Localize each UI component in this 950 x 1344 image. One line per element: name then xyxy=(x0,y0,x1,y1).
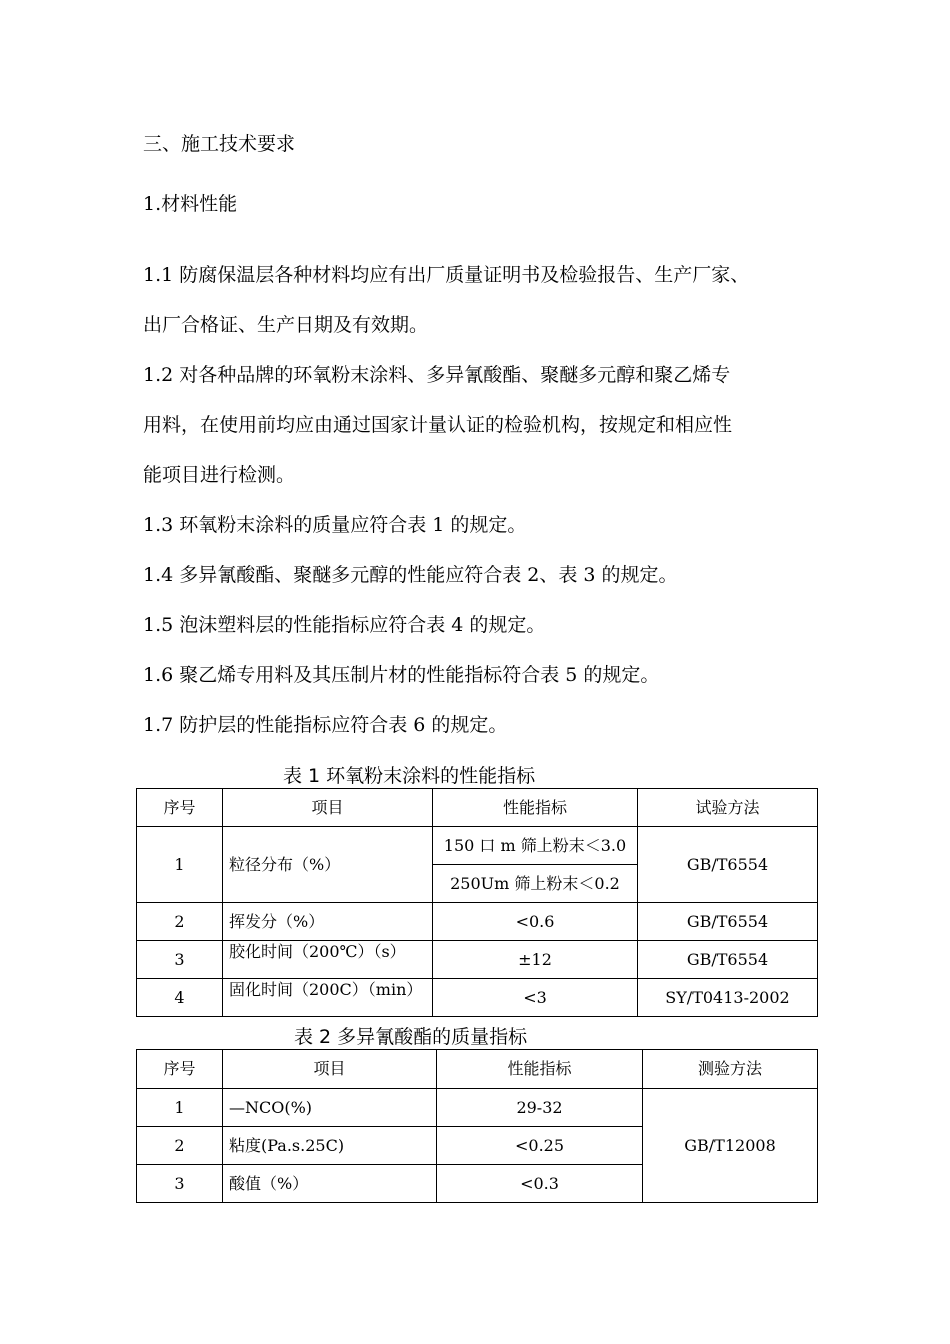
table1-row3-no: 3 xyxy=(137,941,223,979)
paragraph-1-3: 1.3 环氧粉末涂料的质量应符合表 1 的规定。 xyxy=(143,514,527,536)
table2-row1-item: —NCO(%) xyxy=(223,1089,437,1127)
table1-row1-spec-a: 150 口 m 筛上粉末＜3.0 xyxy=(433,827,638,865)
table2-header-method: 测验方法 xyxy=(643,1050,818,1089)
table1-row3-item: 胶化时间（200℃）（s） xyxy=(223,941,433,979)
paragraph-1-1-line2: 出厂合格证、生产日期及有效期。 xyxy=(143,314,429,336)
table1-row4-item: 固化时间（200C）（min） xyxy=(223,979,433,1017)
table1 xyxy=(136,788,818,1017)
table1-row1-spec-b: 250Um 筛上粉末＜0.2 xyxy=(433,865,638,903)
table2-row2-item: 粘度(Pa.s.25C) xyxy=(223,1127,437,1165)
table2-row3-no: 3 xyxy=(137,1165,223,1203)
table2-header-row xyxy=(137,1050,818,1089)
table1-row4-no: 4 xyxy=(137,979,223,1017)
table1-row1-item: 粒径分布（%） xyxy=(223,827,433,903)
subsection-title: 1.材料性能 xyxy=(143,193,238,215)
table-row xyxy=(137,827,818,865)
paragraph-1-1-line1: 1.1 防腐保温层各种材料均应有出厂质量证明书及检验报告、生产厂家、 xyxy=(143,264,750,286)
paragraph-1-6: 1.6 聚乙烯专用料及其压制片材的性能指标符合表 5 的规定。 xyxy=(143,664,660,686)
table-row xyxy=(137,941,818,979)
table1-row1-no: 1 xyxy=(137,827,223,903)
table2-row3-item: 酸值（%） xyxy=(223,1165,437,1203)
paragraph-1-2-line2: 用料，在使用前均应由通过国家计量认证的检验机构，按规定和相应性 xyxy=(143,414,733,436)
table1-header-row xyxy=(137,789,818,827)
table2 xyxy=(136,1049,818,1203)
table2-header-item: 项目 xyxy=(223,1050,437,1089)
table2-row1-spec: 29-32 xyxy=(437,1089,643,1127)
table-row xyxy=(137,903,818,941)
table1-caption: 表 1 环氧粉末涂料的性能指标 xyxy=(283,765,536,787)
paragraph-1-2-line3: 能项目进行检测。 xyxy=(143,464,296,486)
table1-row1-method: GB/T6554 xyxy=(638,827,818,903)
section-title: 三、施工技术要求 xyxy=(143,133,296,155)
table2-header-spec: 性能指标 xyxy=(437,1050,643,1089)
table2-row1-no: 1 xyxy=(137,1089,223,1127)
table2-caption: 表 2 多异氰酸酯的质量指标 xyxy=(294,1026,528,1048)
table2-row3-spec: <0.3 xyxy=(437,1165,643,1203)
table-row xyxy=(137,1089,818,1127)
table1-header-no: 序号 xyxy=(137,789,223,827)
table1-header-spec: 性能指标 xyxy=(433,789,638,827)
paragraph-1-7: 1.7 防护层的性能指标应符合表 6 的规定。 xyxy=(143,714,508,736)
table2-row2-spec: <0.25 xyxy=(437,1127,643,1165)
paragraph-1-2-line1: 1.2 对各种品牌的环氧粉末涂料、多异氰酸酯、聚醚多元醇和聚乙烯专 xyxy=(143,364,731,386)
table1-row2-spec: <0.6 xyxy=(433,903,638,941)
table1-row3-method: GB/T6554 xyxy=(638,941,818,979)
table1-row2-item: 挥发分（%） xyxy=(223,903,433,941)
table1-row3-spec: ±12 xyxy=(433,941,638,979)
table1-row2-no: 2 xyxy=(137,903,223,941)
table2-header-no: 序号 xyxy=(137,1050,223,1089)
paragraph-1-4: 1.4 多异氰酸酯、聚醚多元醇的性能应符合表 2、表 3 的规定。 xyxy=(143,564,678,586)
table1-row2-method: GB/T6554 xyxy=(638,903,818,941)
table-row xyxy=(137,979,818,1017)
table1-row4-method: SY/T0413-2002 xyxy=(638,979,818,1017)
table1-row4-spec: <3 xyxy=(433,979,638,1017)
table1-header-item: 项目 xyxy=(223,789,433,827)
table2-method: GB/T12008 xyxy=(643,1089,818,1203)
paragraph-1-5: 1.5 泡沫塑料层的性能指标应符合表 4 的规定。 xyxy=(143,614,546,636)
table2-row2-no: 2 xyxy=(137,1127,223,1165)
table1-header-method: 试验方法 xyxy=(638,789,818,827)
